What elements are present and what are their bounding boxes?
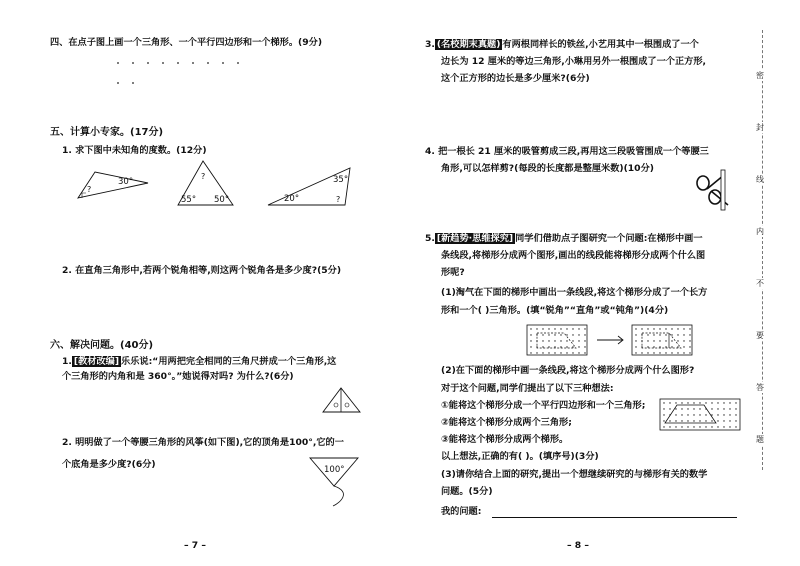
grid-dot bbox=[693, 420, 694, 421]
grid-dot bbox=[659, 346, 660, 347]
angle-q-3: ? bbox=[336, 195, 341, 204]
grid-dot bbox=[530, 346, 531, 347]
grid-dot bbox=[663, 426, 664, 427]
grid-dot bbox=[677, 352, 678, 353]
grid-dot bbox=[723, 426, 724, 427]
grid-dot bbox=[735, 420, 736, 421]
grid-dot bbox=[683, 328, 684, 329]
q4-title: 四、在点子图上画一个三角形、一个平行四边形和一个梯形。(9分) bbox=[50, 37, 323, 48]
grid-dot bbox=[647, 346, 648, 347]
r-q3-tag: (名校期末真题) bbox=[436, 39, 501, 50]
grid-dot bbox=[671, 334, 672, 335]
right-arrow-icon bbox=[597, 336, 623, 344]
grid-dot bbox=[584, 328, 585, 329]
grid-dot bbox=[699, 426, 700, 427]
grid-dot bbox=[542, 352, 543, 353]
seal-margin-char: 密 bbox=[756, 71, 764, 80]
grid-dot bbox=[566, 340, 567, 341]
grid-dot bbox=[566, 334, 567, 335]
grid-dot bbox=[572, 334, 573, 335]
grid-dot bbox=[542, 346, 543, 347]
seal-margin-char: 题 bbox=[756, 435, 764, 444]
grid-dot bbox=[689, 328, 690, 329]
grid-dot bbox=[659, 352, 660, 353]
grid-dot bbox=[693, 402, 694, 403]
grid-dot bbox=[566, 346, 567, 347]
grid-dot bbox=[681, 426, 682, 427]
grid-dot bbox=[729, 402, 730, 403]
grid-dot bbox=[665, 346, 666, 347]
grid-dot bbox=[584, 346, 585, 347]
grid-dot bbox=[641, 352, 642, 353]
grid-dot bbox=[717, 420, 718, 421]
grid-dot bbox=[647, 328, 648, 329]
r-my-question-label: 我的问题: bbox=[441, 506, 482, 517]
grid-dot bbox=[671, 346, 672, 347]
grid-dot bbox=[693, 408, 694, 409]
grid-dot bbox=[663, 408, 664, 409]
grid-dot bbox=[723, 408, 724, 409]
grid-dot bbox=[711, 408, 712, 409]
seal-margin-char: 答 bbox=[756, 383, 764, 392]
grid-dot bbox=[578, 328, 579, 329]
grid-dot bbox=[560, 334, 561, 335]
grid-dot bbox=[572, 340, 573, 341]
grid-dot bbox=[578, 340, 579, 341]
grid-dot bbox=[689, 346, 690, 347]
grid-dot bbox=[530, 334, 531, 335]
grid-dot bbox=[578, 346, 579, 347]
grid-dot bbox=[689, 334, 690, 335]
grid-dot bbox=[729, 414, 730, 415]
q6-1-line2: 个三角形的内角和是 360°。”她说得对吗? 为什么?(6分) bbox=[62, 371, 294, 382]
q5-1-text: 1. 求下图中未知角的度数。(12分) bbox=[62, 145, 207, 156]
grid-dot bbox=[566, 328, 567, 329]
grid-dot bbox=[653, 334, 654, 335]
r-q5-p3-line1: (3)请你结合上面的研究,提出一个想继续研究的与梯形有关的数学 bbox=[441, 469, 708, 480]
angle-50: 50° bbox=[214, 195, 230, 205]
r-q5-line3: 形呢? bbox=[441, 267, 465, 278]
grid-dot bbox=[659, 334, 660, 335]
grid-dot bbox=[554, 340, 555, 341]
grid-dot bbox=[729, 408, 730, 409]
grid-dot bbox=[683, 346, 684, 347]
grid-dot bbox=[711, 402, 712, 403]
grid-dot bbox=[653, 352, 654, 353]
grid-dot bbox=[677, 334, 678, 335]
grid-dot bbox=[566, 352, 567, 353]
grid-dot bbox=[683, 334, 684, 335]
q5-2-text: 2. 在直角三角形中,若两个锐角相等,则这两个锐角各是多少度?(5分) bbox=[62, 265, 342, 276]
grid-dot bbox=[641, 328, 642, 329]
r-idea-1: ①能将这个梯形分成一个平行四边形和一个三角形; bbox=[441, 400, 646, 411]
grid-dot bbox=[723, 402, 724, 403]
grid-dot bbox=[548, 346, 549, 347]
grid-dot bbox=[635, 334, 636, 335]
grid-dot bbox=[584, 352, 585, 353]
q6-1-line1: 1. [教材改编] 乐乐说:“用两把完全相同的三角尺拼成一个三角形,这 bbox=[62, 356, 337, 367]
dot-grid-trapezoid-after bbox=[632, 325, 692, 355]
grid-dot bbox=[548, 334, 549, 335]
grid-dot bbox=[729, 420, 730, 421]
grid-dot bbox=[665, 352, 666, 353]
seal-margin-char: 要 bbox=[756, 331, 764, 340]
grid-dot bbox=[681, 420, 682, 421]
grid-dot bbox=[647, 334, 648, 335]
grid-dot bbox=[705, 420, 706, 421]
r-q5-p2-line1: (2)在下面的梯形中画一条线段,将这个梯形分成两个什么图形? bbox=[441, 365, 695, 376]
grid-dot bbox=[669, 426, 670, 427]
grid-dot bbox=[635, 352, 636, 353]
grid-dot bbox=[671, 340, 672, 341]
grid-dot bbox=[663, 414, 664, 415]
grid-dot bbox=[560, 352, 561, 353]
grid-dot bbox=[693, 426, 694, 427]
grid-dot bbox=[717, 408, 718, 409]
grid-dot bbox=[647, 340, 648, 341]
angle-35: 35° bbox=[333, 175, 349, 185]
r-q5-p3-line2: 问题。(5分) bbox=[441, 486, 493, 497]
grid-dot bbox=[705, 426, 706, 427]
grid-dot bbox=[735, 426, 736, 427]
grid-dot bbox=[687, 408, 688, 409]
grid-dot bbox=[669, 402, 670, 403]
grid-dot bbox=[663, 402, 664, 403]
grid-dot bbox=[693, 414, 694, 415]
grid-dot bbox=[687, 420, 688, 421]
dot-grid-trapezoid-before bbox=[527, 325, 587, 355]
grid-dot bbox=[572, 352, 573, 353]
grid-dot bbox=[554, 346, 555, 347]
grid-dot bbox=[711, 426, 712, 427]
r-q3-line3: 这个正方形的边长是多少厘米?(6分) bbox=[441, 73, 590, 84]
grid-dot bbox=[675, 420, 676, 421]
angle-20: 20° bbox=[284, 194, 300, 204]
grid-dot bbox=[536, 328, 537, 329]
seal-margin-char: 内 bbox=[756, 227, 764, 236]
grid-dot bbox=[675, 402, 676, 403]
grid-dot bbox=[705, 414, 706, 415]
grid-dot bbox=[689, 352, 690, 353]
dot-grid-trapezoid-ideas bbox=[660, 399, 740, 430]
r-q5-p1-line2: 形和一个( )三角形。(填“锐角”“直角”或“钝角”)(4分) bbox=[441, 305, 669, 316]
grid-dot bbox=[677, 346, 678, 347]
q6-2-line2: 个底角是多少度?(6分) bbox=[62, 459, 156, 470]
grid-dot bbox=[584, 340, 585, 341]
grid-dot bbox=[723, 420, 724, 421]
grid-dot bbox=[554, 352, 555, 353]
r-q3-line1: 3. (名校期末真题) 有两根同样长的铁丝,小艺用其中一根围成了一个 bbox=[425, 39, 699, 50]
grid-dot bbox=[683, 340, 684, 341]
grid-dot bbox=[542, 340, 543, 341]
grid-dot bbox=[653, 346, 654, 347]
grid-dot bbox=[530, 340, 531, 341]
grid-dot bbox=[735, 414, 736, 415]
grid-dot bbox=[671, 328, 672, 329]
grid-dot bbox=[669, 420, 670, 421]
r-q5-p2-line3: 以上想法,正确的有( )。(填序号)(3分) bbox=[441, 451, 599, 462]
grid-dot bbox=[699, 414, 700, 415]
grid-dot bbox=[659, 328, 660, 329]
grid-dot bbox=[687, 414, 688, 415]
grid-dot bbox=[530, 352, 531, 353]
grid-dot bbox=[705, 402, 706, 403]
section-6-title: 六、解决问题。(40分) bbox=[50, 340, 154, 351]
angle-55: 55° bbox=[181, 195, 197, 205]
angle-30: 30° bbox=[118, 177, 134, 187]
grid-dot bbox=[530, 328, 531, 329]
grid-dot bbox=[681, 414, 682, 415]
grid-dot bbox=[675, 408, 676, 409]
left-page-number: – 7 – bbox=[184, 540, 206, 551]
q6-2-line1: 2. 明明做了一个等腰三角形的风筝(如下图),它的顶角是100°,它的一 bbox=[62, 437, 344, 448]
grid-dot bbox=[572, 346, 573, 347]
grid-dot bbox=[717, 402, 718, 403]
grid-dot bbox=[653, 328, 654, 329]
q6-1-tag: [教材改编] bbox=[73, 356, 120, 367]
grid-dot bbox=[548, 328, 549, 329]
grid-dot bbox=[542, 328, 543, 329]
grid-dot bbox=[677, 328, 678, 329]
grid-dot bbox=[548, 340, 549, 341]
grid-dot bbox=[578, 352, 579, 353]
seal-margin-char: 封 bbox=[756, 123, 764, 132]
right-page-number: – 8 – bbox=[567, 540, 589, 551]
grid-dot bbox=[560, 340, 561, 341]
seal-margin-char: 线 bbox=[756, 175, 764, 184]
grid-dot bbox=[699, 408, 700, 409]
r-q5-line1: 5. [新趋势·思维探究] 同学们借助点子图研究一个问题:在梯形中画一 bbox=[425, 233, 703, 244]
angle-q-1: ? bbox=[87, 185, 92, 194]
seal-margin-char: 不 bbox=[756, 279, 764, 288]
grid-dot bbox=[681, 408, 682, 409]
grid-dot bbox=[554, 334, 555, 335]
r-q5-p2-line2: 对于这个问题,同学们提出了以下三种想法: bbox=[441, 383, 614, 394]
grid-dot bbox=[560, 346, 561, 347]
r-idea-3: ③能将这个梯形分成两个梯形。 bbox=[441, 434, 569, 445]
r-q5-line2: 条线段,将梯形分成两个图形,画出的线段能将梯形分成两个什么图 bbox=[441, 250, 706, 261]
grid-dot bbox=[665, 328, 666, 329]
grid-dot bbox=[635, 346, 636, 347]
grid-dot bbox=[665, 340, 666, 341]
grid-dot bbox=[584, 334, 585, 335]
grid-dot bbox=[560, 328, 561, 329]
r-q4-line2: 角形,可以怎样剪?(每段的长度都是整厘米数)(10分) bbox=[441, 163, 654, 174]
grid-dot bbox=[635, 340, 636, 341]
grid-dot bbox=[711, 420, 712, 421]
grid-dot bbox=[677, 340, 678, 341]
grid-dot bbox=[683, 352, 684, 353]
grid-dot bbox=[536, 352, 537, 353]
grid-dot bbox=[675, 414, 676, 415]
grid-dot bbox=[671, 352, 672, 353]
grid-dot bbox=[635, 328, 636, 329]
r-q5-p1-line1: (1)淘气在下面的梯形中画出一条线段,将这个梯形分成了一个长方 bbox=[441, 287, 708, 298]
grid-dot bbox=[689, 340, 690, 341]
grid-dot bbox=[663, 420, 664, 421]
section-5-title: 五、计算小专家。(17分) bbox=[50, 127, 164, 138]
seal-margin bbox=[752, 30, 774, 470]
scissors-icon bbox=[697, 170, 728, 210]
grid-dot bbox=[572, 328, 573, 329]
grid-dot bbox=[669, 408, 670, 409]
grid-dot bbox=[717, 414, 718, 415]
grid-dot bbox=[687, 426, 688, 427]
grid-dot bbox=[653, 340, 654, 341]
grid-dot bbox=[578, 334, 579, 335]
grid-dot bbox=[729, 426, 730, 427]
r-q5-tag: [新趋势·思维探究] bbox=[436, 233, 514, 244]
grid-dot bbox=[554, 328, 555, 329]
r-q4-line1: 4. 把一根长 21 厘米的吸管剪成三段,再用这三段吸管围成一个等腰三 bbox=[425, 146, 709, 157]
grid-dot bbox=[647, 352, 648, 353]
grid-dot bbox=[723, 414, 724, 415]
grid-dot bbox=[717, 426, 718, 427]
grid-dot bbox=[735, 402, 736, 403]
r-q3-line2: 边长为 12 厘米的等边三角形,小琳用另外一根围成了一个正方形, bbox=[441, 56, 707, 67]
kite-angle-label: 100° bbox=[324, 465, 345, 475]
grid-dot bbox=[659, 340, 660, 341]
grid-dot bbox=[711, 414, 712, 415]
grid-dot bbox=[675, 426, 676, 427]
grid-dot bbox=[687, 402, 688, 403]
grid-dot bbox=[665, 334, 666, 335]
grid-dot bbox=[542, 334, 543, 335]
grid-dot bbox=[699, 402, 700, 403]
grid-dot bbox=[735, 408, 736, 409]
grid-dot bbox=[681, 402, 682, 403]
r-idea-2: ②能将这个梯形分成两个三角形; bbox=[441, 417, 572, 428]
grid-dot bbox=[699, 420, 700, 421]
grid-dot bbox=[548, 352, 549, 353]
angle-q-2: ? bbox=[201, 172, 206, 181]
